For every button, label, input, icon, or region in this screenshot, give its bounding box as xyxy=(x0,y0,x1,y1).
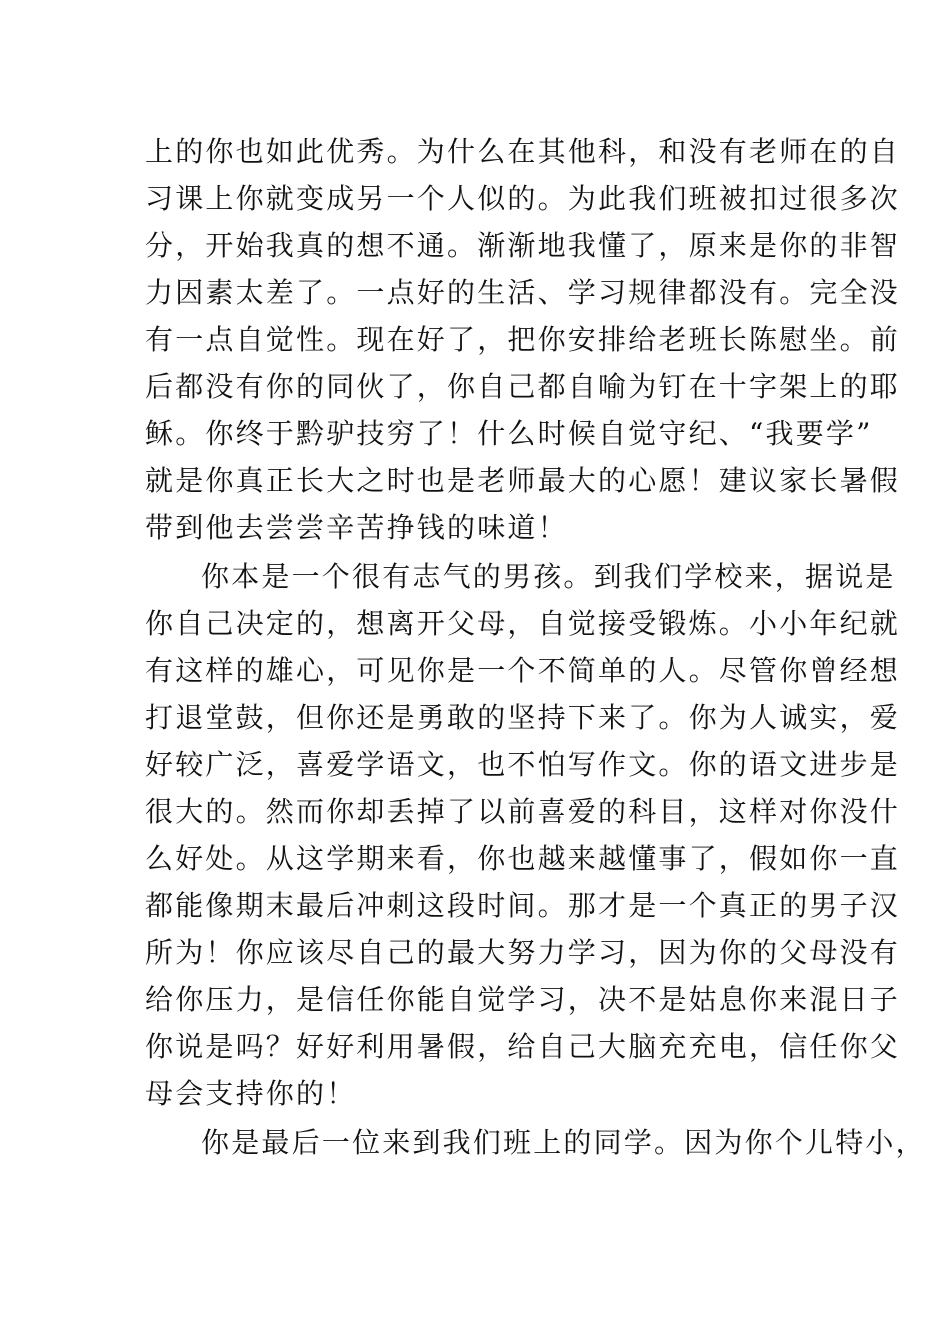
text-line: 就是你真正长大之时也是老师最大的心愿！建议家长暑假 xyxy=(145,464,901,497)
text-line: 很大的。然而你却丢掉了以前喜爱的科目，这样对你没什 xyxy=(145,795,901,828)
text-line: 你本是一个很有志气的男孩。到我们学校来，据说是 xyxy=(201,560,896,593)
text-line: 后都没有你的同伙了，你自己都自喻为钉在十字架上的耶 xyxy=(145,370,901,403)
text-line: 么好处。从这学期来看，你也越来越懂事了，假如你一直 xyxy=(145,842,901,875)
text-line: 分，开始我真的想不通。渐渐地我懂了，原来是你的非智 xyxy=(145,229,901,262)
text-line: 力因素太差了。一点好的生活、学习规律都没有。完全没 xyxy=(145,276,901,309)
document-body xyxy=(145,128,926,1168)
text-line: 母会支持你的！ xyxy=(145,1077,357,1110)
text-line: 稣。你终于黔驴技穷了！什么时候自觉守纪、“我要学” xyxy=(145,417,873,450)
text-line: 带到他去尝尝辛苦挣钱的味道！ xyxy=(145,511,568,544)
text-line: 给你压力，是信任你能自觉学习，决不是姑息你来混日子 xyxy=(145,983,901,1016)
text-line: 都能像期末最后冲刺这段时间。那才是一个真正的男子汉 xyxy=(145,889,901,922)
text-line: 习课上你就变成另一个人似的。为此我们班被扣过很多次 xyxy=(145,182,901,215)
paragraph xyxy=(145,553,901,1117)
text-line: 有一点自觉性。现在好了，把你安排给老班长陈慰坐。前 xyxy=(145,323,901,356)
paragraph xyxy=(145,128,901,551)
text-line: 你自己决定的，想离开父母，自觉接受锻炼。小小年纪就 xyxy=(145,607,901,640)
text-line: 打退堂鼓，但你还是勇敢的坚持下来了。你为人诚实，爱 xyxy=(145,701,901,734)
text-line: 有这样的雄心，可见你是一个不简单的人。尽管你曾经想 xyxy=(145,654,901,687)
text-line: 你是最后一位来到我们班上的同学。因为你个儿特小， xyxy=(201,1126,926,1159)
paragraph xyxy=(145,1119,926,1166)
text-line: 好较广泛，喜爱学语文，也不怕写作文。你的语文进步是 xyxy=(145,748,901,781)
text-line: 上的你也如此优秀。为什么在其他科，和没有老师在的自 xyxy=(145,135,901,168)
text-line: 你说是吗？好好利用暑假，给自己大脑充充电，信任你父 xyxy=(145,1030,901,1063)
text-line: 所为！你应该尽自己的最大努力学习，因为你的父母没有 xyxy=(145,936,901,969)
